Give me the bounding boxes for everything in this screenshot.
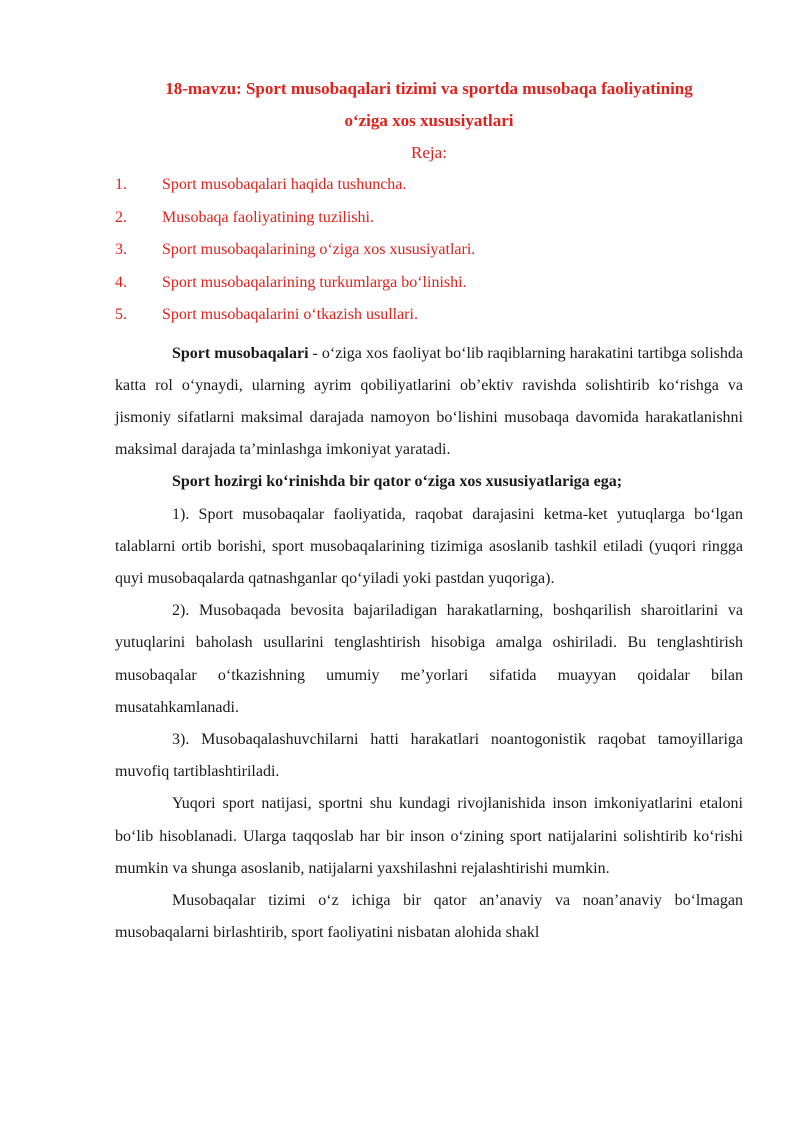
paragraph-definition [115,338,743,467]
paragraph-features-heading [115,466,743,498]
plan-list [115,169,743,332]
plan-item [115,202,743,235]
features-heading: Sport hozirgi ko‘rinishda bir qator o‘ziga xos xususiyatlariga ega; [172,473,623,491]
title-line-2: o‘ziga xos xususiyatlari [344,111,514,130]
paragraph-competition-system: Musobaqalar tizimi o‘z ichiga bir qator an’anaviy va noan’anaviy bo‘lmagan musobaqalarni birlashtirib, sport faoliyatini nisbatan alohida shakl [115,891,743,942]
plan-item-text: Musobaqa faoliyatining tuzilishi. [162,208,374,226]
plan-item-number: 1. [115,176,127,193]
paragraph-feature-1: 1). Sport musobaqalar faoliyatida, raqobat darajasini ketma-ket yutuqlarga bo‘lgan talablarni ortib borishi, sport musobaqalarining tizimiga asoslanib tashkil etiladi (yuqori ringga quyi musobaqalarda qatnashganlar qo‘yiladi yoki pastdan yuqoriga). [115,505,743,587]
plan-item-text: Sport musobaqalari haqida tushuncha. [162,176,407,193]
plan-item-text: Sport musobaqalarining turkumlarga bo‘linishi. [162,273,467,291]
plan-item-number: 3. [115,241,127,258]
plan-item [115,299,743,332]
title-line-1: 18-mavzu: Sport musobaqalari tizimi va sportda musobaqa faoliyatining [165,79,693,98]
plan-item-text: Sport musobaqalarini o‘tkazish usullari. [162,306,418,323]
paragraph-sport-result: Yuqori sport natijasi, sportni shu kundagi rivojlanishida inson imkoniyatlarini etaloni bo‘lib hisoblanadi. Ularga taqqoslab har bir inson o‘zining sport natijalarini solishtirib ko‘rishi mumkin va shunga asoslanib, natijalarni yaxshilashni rejalashtirishi mumkin. [115,795,743,877]
plan-item-text: Sport musobaqalarining o‘ziga xos xususiyatlari. [162,241,476,258]
plan-item [115,234,743,267]
plan-item-number: 4. [115,273,127,291]
document-title [115,73,743,137]
plan-item [115,169,743,202]
paragraph-feature-2: 2). Musobaqada bevosita bajariladigan harakatlarning, boshqarilish sharoitlarini va yutuqlarini baholash usullarini tenglashtirish hisobiga amalga oshiriladi. Bu tenglashtirish musobaqalar o‘tkazishning umumiy me’yorlari sifatida muayyan qoidalar bilan musatahkamlanadi. [115,602,743,716]
definition-term: Sport musobaqalari [172,344,309,362]
plan-item [115,267,743,300]
plan-heading: Reja: [411,143,447,162]
definition-text: - o‘ziga xos faoliyat bo‘lib raqiblarning harakatini tartibga solishda katta rol o‘ynaydi, ularning ayrim qobiliyatlarini ob’ektiv ravishda solishtirib ko‘rishga va jismoniy sifatlarni maksimal darajada namoyon bo‘lishini musobaqa davomida harakatlanishni maksimal darajada ta’minlashga imkoniyat yaratadi. [115,344,744,459]
plan-item-number: 5. [115,306,127,323]
paragraph-feature-3: 3). Musobaqalashuvchilarni hatti harakatlari noantogonistik raqobat tamoyillariga muvofiq tartiblashtiriladi. [115,730,743,781]
plan-item-number: 2. [115,208,127,226]
